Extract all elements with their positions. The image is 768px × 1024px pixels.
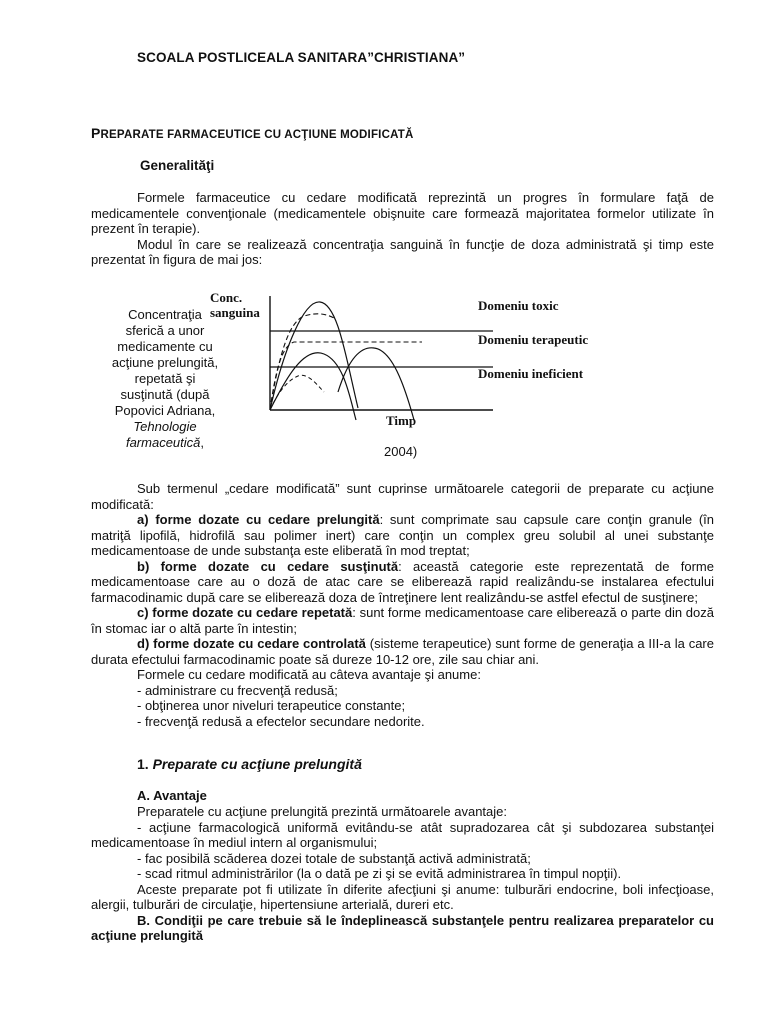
section-1-a-item: - fac posibilă scăderea dozei totale de substanţă activă administrată; — [137, 850, 531, 866]
caption-book-title: Tehnologie — [133, 419, 197, 434]
advantage-item: - frecvenţă redusă a efectelor secundare nedorite. — [137, 713, 425, 729]
category-b-label: b) forme dozate cu cedare susţinută — [137, 558, 399, 574]
subheading-generalitati: Generalităţi — [140, 158, 215, 173]
caption-line: acţiune prelungită, — [111, 355, 219, 370]
advantage-item: - obţinerea unor niveluri terapeutice constante; — [137, 698, 406, 713]
section-1-a-item: - scad ritmul administrărilor (la o dată pe zi şi se evită administrarea în timpul nopţii). — [137, 866, 622, 881]
x-axis-label: Timp — [386, 413, 417, 428]
y-axis-label-1: Conc. — [210, 290, 243, 305]
subsection-a-heading: A. Avantaje — [137, 788, 207, 803]
section-1-heading — [137, 757, 362, 773]
category-a-text: : sunt comprimate sau capsule care conţin granule (în matriţă lipofilă, hidrofilă sau polimer inert) care conţin un complex greu solubil al unei substanţe medicamentoase de unde substanţa este eliberată în mod treptat; — [91, 512, 714, 558]
title-rest: REPARATE FARMACEUTICE CU ACŢIUNE MODIFICATĂ — [100, 129, 414, 141]
categories-intro: Sub termenul „cedare modificată” sunt cuprinse următoarele categorii de preparate cu acţiune modificată: — [91, 481, 714, 512]
toxic-domain-label: Domeniu toxic — [478, 298, 559, 313]
section-1-b-heading: B. Condiţii pe care trebuie să le îndeplinească substanţele pentru realizarea preparatelor cu acţiune prelungită — [91, 912, 714, 943]
repeated-dose-curve-2 — [338, 348, 414, 420]
caption-comma: , — [200, 435, 205, 450]
title-first-letter: P — [91, 125, 101, 141]
advantages-intro: Formele cu cedare modificată au câteva avantaje şi anume: — [137, 667, 481, 682]
therapeutic-domain-label: Domeniu terapeutic — [478, 332, 589, 347]
category-c — [91, 605, 714, 636]
advantage-item: - administrare cu frecvenţă redusă; — [137, 682, 338, 698]
category-b-text: : această categorie este reprezentată de forme medicamentoase care au o doză de atac care se eliberează rapid realizându-se instalarea efectului farmacodinamic după care se eliberează doza de întreţinere lent realizându-se astfel efectul de susţinere; — [91, 558, 714, 605]
sustained-release-curve — [270, 314, 334, 410]
section-1-a-intro: Preparatele cu acţiune prelungită prezintă următoarele avantaje: — [137, 804, 508, 819]
school-name: SCOALA POSTLICEALA SANITARA”CHRISTIANA” — [137, 50, 466, 65]
caption-line: susţinută (după — [120, 387, 210, 402]
category-d-text: (sisteme terapeutice) sunt forme de generaţia a III-a la care durata efectului farmacodinamic poate să dureze 10-12 ore, zile sau chiar ani. — [91, 636, 714, 667]
section-1-title: Preparate cu acţiune prelungită — [152, 756, 362, 772]
conventional-dose-curve — [270, 302, 358, 410]
intro-block — [91, 190, 714, 268]
caption-year: 2004) — [384, 444, 418, 459]
category-d — [91, 636, 714, 667]
section-1-body — [91, 804, 714, 944]
category-b — [91, 559, 714, 606]
document-title — [91, 126, 413, 144]
section-1-number: 1. — [137, 756, 149, 772]
intro-paragraph-1: Formele farmaceutice cu cedare modificată reprezintă un progres în formulare faţă de medicamentele convenţionale (medicamentele obişnuite care formează majoritatea formelor utilizate în prezent în terapie). — [91, 190, 714, 236]
caption-line: Popovici Adriana, — [114, 403, 216, 418]
categories-block — [91, 481, 714, 729]
category-c-text: : sunt forme medicamentoase care eliberează o parte din doză în stomac iar o altă parte în intestin; — [91, 605, 715, 636]
section-1-a-after: Aceste preparate pot fi utilizate în diferite afecţiuni şi anume: tulburări endocrine, boli infecţioase, alergii, tulburări de circulaţie, hipertensiune arterială, dureri etc. — [91, 881, 714, 912]
category-a-label: a) forme dozate cu cedare prelungită — [137, 512, 380, 527]
concentration-diagram — [208, 288, 618, 438]
caption-italic: farmaceutică — [125, 435, 201, 450]
y-axis-label-2: sanguina — [210, 305, 260, 320]
category-c-label: c) forme dozate cu cedare repetată — [137, 605, 353, 620]
section-1-a-item: - acţiune farmacologică uniformă evitându-se atât supradozarea cât şi subdozarea substanţei medicamentoase în mediul intern al organismului; — [91, 819, 714, 850]
category-d-label: d) forme dozate cu cedare controlată — [137, 636, 366, 651]
low-dose-curve — [270, 375, 324, 410]
caption-line: sferică a unor — [125, 323, 205, 338]
ineffective-domain-label: Domeniu ineficient — [478, 366, 584, 381]
caption-line: repetată şi — [134, 371, 196, 386]
caption-line: Concentraţia — [128, 307, 202, 322]
intro-paragraph-2: Modul în care se realizează concentraţia sanguină în funcţie de doza administrată şi timp este prezentat în figura de mai jos: — [91, 236, 714, 267]
caption-line: medicamente cu — [117, 339, 213, 354]
category-a — [91, 512, 714, 559]
